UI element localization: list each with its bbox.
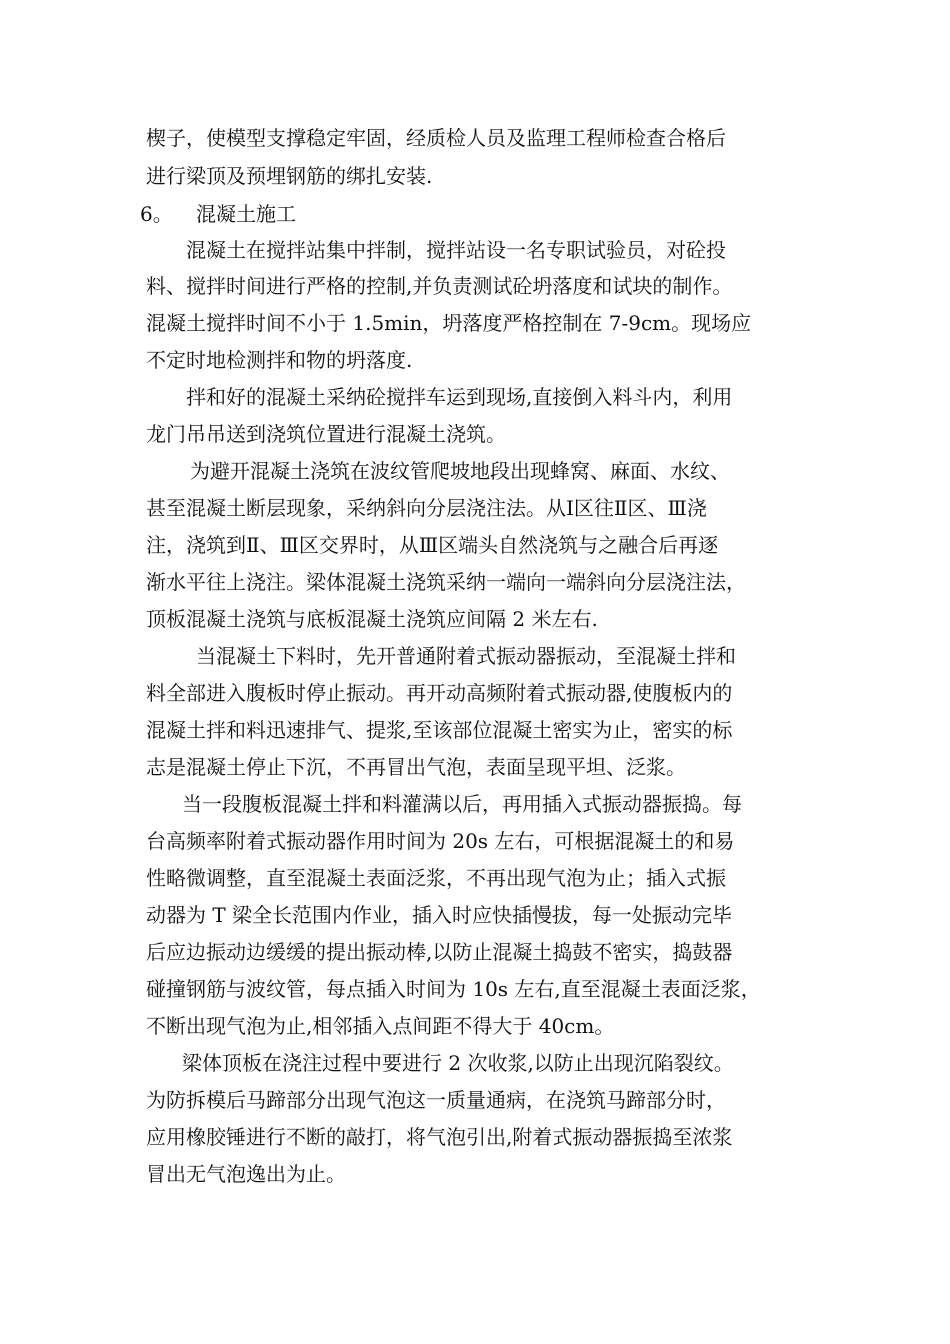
paragraph-6-line-3: 性略微调整，直至混凝土表面泛浆，不再出现气泡为止；插入式振 (146, 866, 726, 890)
paragraph-7-line-2: 为防拆模后马蹄部分出现气泡这一质量通病，在浇筑马蹄部分时， (146, 1088, 726, 1112)
paragraph-4-line-4: 渐水平往上浇注。梁体混凝土浇筑采纳一端向一端斜向分层浇注法， (146, 570, 746, 594)
paragraph-2-line-1: 混凝土在搅拌站集中拌制，搅拌站设一名专职试验员，对砼投 (186, 238, 726, 262)
paragraph-6-line-2: 台高频率附着式振动器作用时间为 20s 左右，可根据混凝土的和易 (146, 829, 735, 853)
paragraph-7-line-4: 冒出无气泡逸出为止。 (146, 1162, 346, 1186)
paragraph-4-line-5: 顶板混凝土浇筑与底板混凝土浇筑应间隔 2 米左右. (146, 607, 598, 631)
paragraph-6-line-4: 动器为 T 梁全长范围内作业，插入时应快插慢拔，每一处振动完毕 (146, 903, 733, 927)
paragraph-5-line-4: 志是混凝土停止下沉，不再冒出气泡，表面呈现平坦、泛浆。 (146, 755, 686, 779)
paragraph-1-line-2: 进行梁顶及预埋钢筋的绑扎安装. (146, 164, 433, 188)
paragraph-4-line-1: 为避开混凝土浇筑在波纹管爬坡地段出现蜂窝、麻面、水纹、 (190, 459, 730, 483)
paragraph-4-line-3: 注，浇筑到Ⅱ、Ⅲ区交界时，从Ⅲ区端头自然浇筑与之融合后再逐 (146, 533, 719, 557)
paragraph-3-line-1: 拌和好的混凝土采纳砼搅拌车运到现场,直接倒入料斗内，利用 (186, 385, 733, 409)
paragraph-6-line-7: 不断出现气泡为止,相邻插入点间距不得大于 40cm。 (146, 1014, 615, 1038)
paragraph-1-line-1: 楔子，使模型支撑稳定牢固，经质检人员及监理工程师检查合格后 (146, 126, 726, 150)
section-title: 混凝土施工 (196, 202, 296, 226)
paragraph-5-line-3: 混凝土拌和料迅速排气、提浆,至该部位混凝土密实为止，密实的标 (146, 718, 733, 742)
paragraph-2-line-4: 不定时地检测拌和物的坍落度. (146, 348, 413, 372)
paragraph-4-line-2: 甚至混凝土断层现象，采纳斜向分层浇注法。从Ⅰ区往Ⅱ区、Ⅲ浇 (146, 496, 707, 520)
paragraph-5-line-2: 料全部进入腹板时停止振动。再开动高频附着式振动器,使腹板内的 (146, 681, 733, 705)
section-number: 6。 (140, 202, 173, 226)
paragraph-6-line-1: 当一段腹板混凝土拌和料灌满以后，再用插入式振动器振捣。每 (182, 792, 742, 816)
paragraph-5-line-1: 当混凝土下料时，先开普通附着式振动器振动，至混凝土拌和 (196, 644, 736, 668)
paragraph-2-line-2: 料、搅拌时间进行严格的控制,并负责测试砼坍落度和试块的制作。 (146, 274, 733, 298)
paragraph-6-line-6: 碰撞钢筋与波纹管，每点插入时间为 10s 左右,直至混凝土表面泛浆， (146, 977, 761, 1001)
paragraph-7-line-3: 应用橡胶锤进行不断的敲打，将气泡引出,附着式振动器振捣至浓浆 (146, 1125, 733, 1149)
paragraph-6-line-5: 后应边振动边缓缓的提出振动棒,以防止混凝土捣鼓不密实，捣鼓器 (146, 940, 733, 964)
paragraph-7-line-1: 梁体顶板在浇注过程中要进行 2 次收浆,以防止出现沉陷裂纹。 (182, 1051, 734, 1075)
paragraph-3-line-2: 龙门吊吊送到浇筑位置进行混凝土浇筑。 (146, 422, 506, 446)
paragraph-2-line-3: 混凝土搅拌时间不小于 1.5min，坍落度严格控制在 7-9cm。现场应 (146, 311, 752, 335)
